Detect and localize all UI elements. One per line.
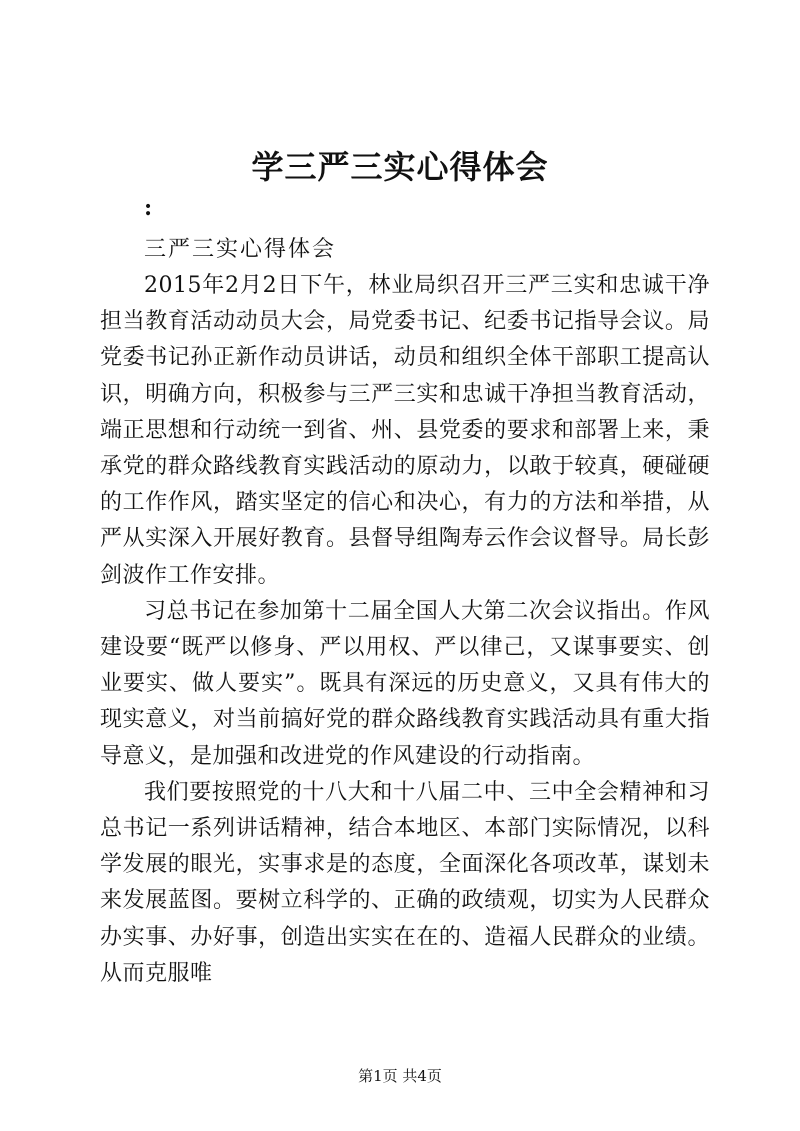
paragraph-2: 习总书记在参加第十二届全国人大第二次会议指出。作风建设要“既严以修身、严以用权、严以律己，又谋事要实、创业要实、做人要实”。既具有深远的历史意义，又具有伟大的现实意义，对当前搞好党的群众路线教育实践活动具有重大指导意义，是加强和改进党的作风建设的行动指南。: [100, 598, 710, 769]
document-body: [100, 268, 710, 992]
document-title: 学三严三实心得体会: [251, 148, 549, 186]
paragraph-1: 2015年2月2日下午，林业局织召开三严三实和忠诚干净担当教育活动动员大会，局党委书记、纪委书记指导会议。局党委书记孙正新作动员讲话，动员和组织全体干部职工提高认识，明确方向，积极参与三严三实和忠诚干净担当教育活动，端正思想和行动统一到省、州、县党委的要求和部署上来，秉承党的群众路线教育实践活动的原动力，以敢于较真，硬碰硬的工作作风，踏实坚定的信心和决心，有力的方法和举措，从严从实深入开展好教育。县督导组陶寿云作会议督导。局长彭剑波作工作安排。: [100, 273, 710, 588]
paragraph-3: 我们要按照党的十八大和十八届二中、三中全会精神和习总书记一系列讲话精神，结合本地区、本部门实际情况，以科学发展的眼光，实事求是的态度，全面深化各项改革，谋划未来发展蓝图。要树立科学的、正确的政绩观，切实为人民群众办实事、办好事，创造出实实在在的、造福人民群众的业绩。从而克服唯: [100, 779, 710, 986]
document-subheading: 三严三实心得体会: [144, 237, 337, 262]
page-footer: 第1页 共4页: [358, 1067, 442, 1085]
colon-line: :: [144, 195, 153, 221]
